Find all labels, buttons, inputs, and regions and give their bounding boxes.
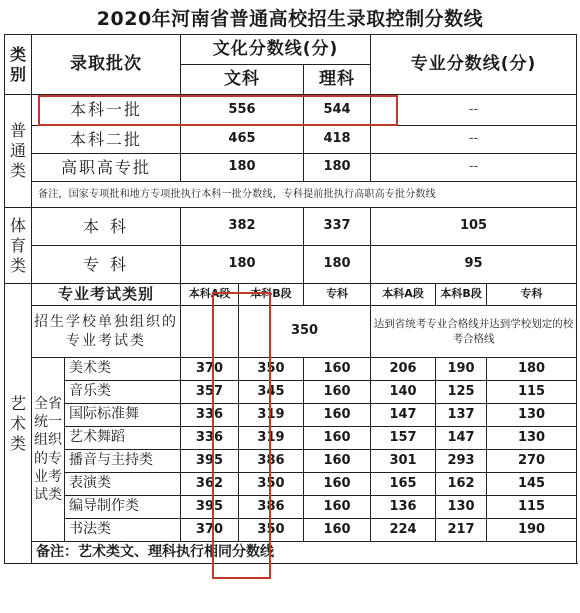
page-title: 2020年河南省普通高校招生录取控制分数线 (96, 8, 484, 30)
sub-header-culture-b: 本科B段 (239, 284, 304, 306)
regular-note: 备注，国家专项批和地方专项批执行本科一批分数线，专科提前批执行高职高专批分数线 (32, 182, 577, 208)
major-b-score: 217 (436, 519, 487, 542)
culture-b-score: 319 (239, 427, 304, 450)
art-category-name: 美术类 (65, 358, 181, 381)
school-exam-major-requirement: 达到省统考专业合格线并达到学校划定的校考合格线 (371, 306, 577, 358)
sports-category-label: 体育类 (5, 208, 32, 284)
culture-zk-score: 160 (304, 358, 371, 381)
header-batch: 录取批次 (32, 35, 181, 95)
table-row (5, 208, 577, 246)
sub-header-major-zk: 专科 (487, 284, 577, 306)
table-row (5, 427, 577, 450)
major-score: -- (371, 154, 577, 182)
major-score: 95 (371, 246, 577, 284)
science-score: 180 (304, 246, 371, 284)
art-category-name: 艺术舞蹈 (65, 427, 181, 450)
culture-zk-score: 160 (304, 473, 371, 496)
unified-exam-group-label: 全省统一组织的专业考试类 (32, 358, 65, 542)
sub-header-culture-a: 本科A段 (181, 284, 239, 306)
major-score: -- (371, 126, 577, 154)
sub-header-major-b: 本科B段 (436, 284, 487, 306)
art-category-label: 艺术类 (5, 284, 32, 564)
footer-note: 备注：艺术类文、理科执行相同分数线 (32, 542, 577, 564)
table-row (5, 496, 577, 519)
header-culture-score: 文化分数线(分) (181, 35, 371, 65)
culture-zk-score: 160 (304, 450, 371, 473)
major-zk-score: 270 (487, 450, 577, 473)
school-exam-culture-score: 350 (239, 306, 371, 358)
culture-a-score: 362 (181, 473, 239, 496)
table-row (5, 404, 577, 427)
culture-a-score: 395 (181, 496, 239, 519)
major-zk-score: 190 (487, 519, 577, 542)
major-a-score: 165 (371, 473, 436, 496)
school-exam-label: 招生学校单独组织的专业考试类 (32, 306, 181, 358)
liberal-score: 180 (181, 154, 304, 182)
batch-name: 本科一批 (32, 95, 181, 126)
culture-a-score: 395 (181, 450, 239, 473)
table-row (5, 519, 577, 542)
batch-name: 本 科 (32, 208, 181, 246)
table-row (5, 126, 577, 154)
header-major-score: 专业分数线(分) (371, 35, 577, 95)
table-row (5, 473, 577, 496)
culture-zk-score: 160 (304, 381, 371, 404)
major-b-score: 125 (436, 381, 487, 404)
liberal-score: 465 (181, 126, 304, 154)
admission-score-table (4, 34, 577, 564)
major-a-score: 136 (371, 496, 436, 519)
culture-b-score: 386 (239, 450, 304, 473)
sub-header-major-a: 本科A段 (371, 284, 436, 306)
major-zk-score: 180 (487, 358, 577, 381)
table-row (5, 95, 577, 126)
art-category-name: 播音与主持类 (65, 450, 181, 473)
sub-header-culture-zk: 专科 (304, 284, 371, 306)
major-a-score: 157 (371, 427, 436, 450)
culture-b-score: 350 (239, 358, 304, 381)
major-zk-score: 145 (487, 473, 577, 496)
major-zk-score: 130 (487, 427, 577, 450)
major-b-score: 130 (436, 496, 487, 519)
liberal-score: 556 (181, 95, 304, 126)
table-row (5, 450, 577, 473)
culture-b-score: 386 (239, 496, 304, 519)
table-row (5, 154, 577, 182)
culture-zk-score: 160 (304, 427, 371, 450)
major-b-score: 293 (436, 450, 487, 473)
liberal-score: 180 (181, 246, 304, 284)
art-category-name: 表演类 (65, 473, 181, 496)
science-score: 544 (304, 95, 371, 126)
culture-zk-score: 160 (304, 496, 371, 519)
art-category-name: 书法类 (65, 519, 181, 542)
header-science: 理科 (304, 65, 371, 95)
major-zk-score: 115 (487, 381, 577, 404)
art-category-name: 音乐类 (65, 381, 181, 404)
major-b-score: 147 (436, 427, 487, 450)
major-b-score: 162 (436, 473, 487, 496)
batch-name: 本科二批 (32, 126, 181, 154)
culture-zk-score: 160 (304, 404, 371, 427)
major-a-score: 206 (371, 358, 436, 381)
culture-b-score: 350 (239, 519, 304, 542)
culture-zk-score: 160 (304, 519, 371, 542)
major-b-score: 190 (436, 358, 487, 381)
major-score: -- (371, 95, 577, 126)
table-row (5, 246, 577, 284)
header-category: 类别 (5, 35, 32, 95)
batch-name: 专 科 (32, 246, 181, 284)
header-liberal: 文科 (181, 65, 304, 95)
culture-b-score: 350 (239, 473, 304, 496)
major-a-score: 224 (371, 519, 436, 542)
culture-a-score: 370 (181, 519, 239, 542)
major-score: 105 (371, 208, 577, 246)
major-b-score: 137 (436, 404, 487, 427)
culture-a-score: 370 (181, 358, 239, 381)
major-zk-score: 115 (487, 496, 577, 519)
table-row (5, 381, 577, 404)
major-a-score: 301 (371, 450, 436, 473)
culture-a-score: 336 (181, 404, 239, 427)
culture-a-score: 357 (181, 381, 239, 404)
art-category-name: 编导制作类 (65, 496, 181, 519)
science-score: 418 (304, 126, 371, 154)
science-score: 180 (304, 154, 371, 182)
art-category-name: 国际标准舞 (65, 404, 181, 427)
table-row (5, 358, 577, 381)
major-a-score: 140 (371, 381, 436, 404)
culture-b-score: 319 (239, 404, 304, 427)
regular-category-label: 普通类 (5, 95, 32, 208)
exam-type-header: 专业考试类别 (32, 284, 181, 306)
batch-name: 高职高专批 (32, 154, 181, 182)
culture-b-score: 345 (239, 381, 304, 404)
liberal-score: 382 (181, 208, 304, 246)
major-a-score: 147 (371, 404, 436, 427)
science-score: 337 (304, 208, 371, 246)
culture-a-score: 336 (181, 427, 239, 450)
major-zk-score: 130 (487, 404, 577, 427)
